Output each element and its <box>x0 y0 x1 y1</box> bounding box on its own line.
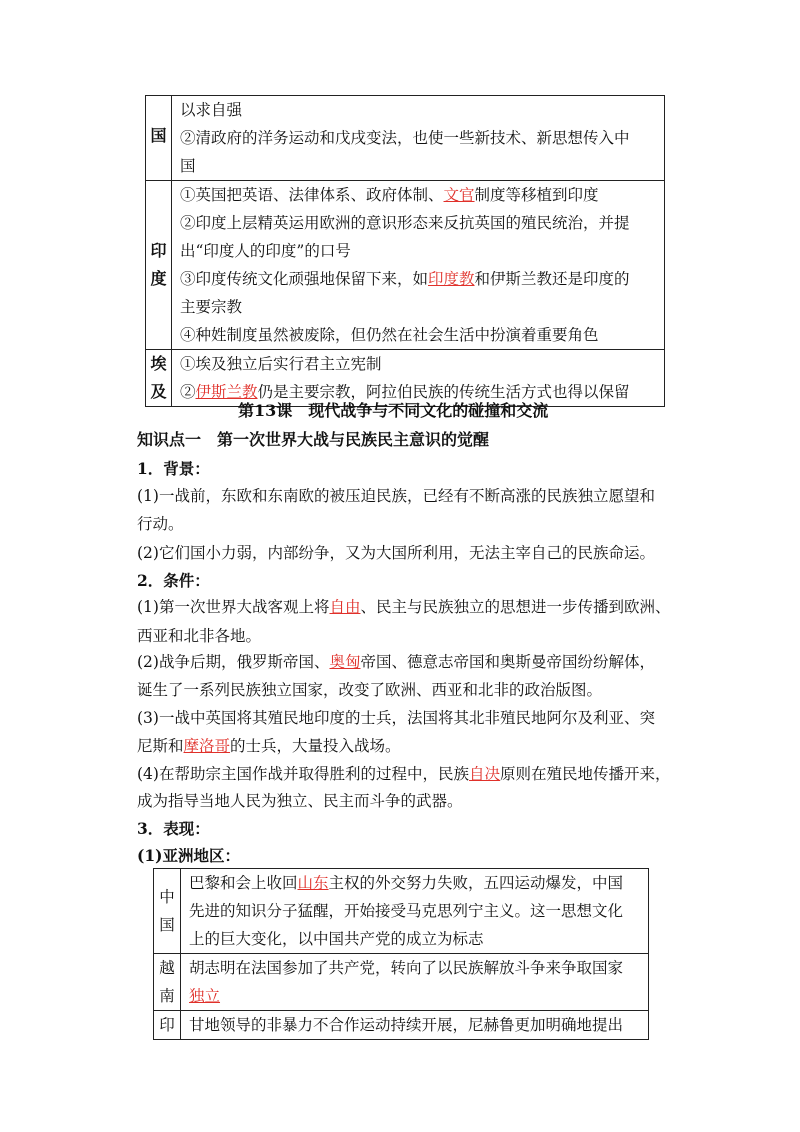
text: 甘地领导的非暴力不合作运动持续开展，尼赫鲁更加明确地提出 <box>189 1016 624 1034</box>
paragraph-line <box>137 539 655 567</box>
highlight-term: 摩洛哥 <box>183 737 231 755</box>
sub-heading <box>137 842 240 870</box>
row-label <box>146 181 172 350</box>
text: ②清政府的洋务运动和戊戌变法，也使一些新技术、新思想传入中 <box>180 129 630 147</box>
highlight-term: 伊斯兰教 <box>195 383 258 401</box>
line <box>180 321 660 349</box>
text: ①英国把英语、法律体系、政府体制、 <box>180 186 444 204</box>
paragraph-line <box>137 510 184 538</box>
text: 3．表现： <box>137 819 210 838</box>
table-row <box>154 1011 649 1040</box>
row-label <box>146 350 172 407</box>
lesson-title: 第13课 现代战争与不同文化的碰撞和交流 <box>238 401 549 420</box>
text: 的士兵，大量投入战场。 <box>230 737 401 755</box>
table-row <box>154 869 649 954</box>
row-content <box>181 869 649 954</box>
text: 西亚和北非各地。 <box>137 627 262 645</box>
text: 成为指导当地人民为独立、民主而斗争的武器。 <box>137 792 463 810</box>
paragraph-line <box>137 622 261 650</box>
text: (3)一战中英国将其殖民地印度的士兵，法国将其北非殖民地阿尔及利亚、突 <box>137 709 655 727</box>
line <box>189 869 644 897</box>
paragraph-line <box>137 704 655 732</box>
row-label <box>154 1011 181 1040</box>
line <box>189 982 644 1010</box>
country-table-top <box>145 95 665 407</box>
text: ④种姓制度虽然被废除，但仍然在社会生活中扮演着重要角色 <box>180 326 599 344</box>
text: 尼斯和 <box>137 737 184 755</box>
text: ①埃及独立后实行君主立宪制 <box>180 355 382 373</box>
row-label-char: 国 <box>159 916 175 934</box>
row-label <box>154 954 181 1011</box>
row-content <box>181 954 649 1011</box>
paragraph-line <box>137 732 401 760</box>
text: 、民主与民族独立的思想进一步传播到欧洲、 <box>360 598 671 616</box>
paragraph-line <box>137 482 655 510</box>
text: 先进的知识分子猛醒，开始接受马克思列宁主义。这一思想文化 <box>189 902 624 920</box>
highlight-term: 自由 <box>329 598 361 616</box>
highlight-term: 山东 <box>297 874 329 892</box>
text: 主要宗教 <box>180 298 243 316</box>
table-row <box>146 96 665 181</box>
line <box>189 1011 644 1039</box>
highlight-term: 印度教 <box>428 270 475 288</box>
text: 仍是主要宗教，阿拉伯民族的传统生活方式也得以保留 <box>257 383 630 401</box>
knowledge-point-heading: 知识点一 第一次世界大战与民族民主意识的觉醒 <box>137 430 490 449</box>
line <box>189 925 644 953</box>
text: (4)在帮助宗主国作战并取得胜利的过程中，民族 <box>137 765 469 783</box>
text: 上的巨大变化，以中国共产党的成立为标志 <box>189 930 484 948</box>
row-label-char: 越 <box>159 959 175 977</box>
text: 和伊斯兰教还是印度的 <box>474 270 630 288</box>
text: (1)亚洲地区： <box>137 846 240 865</box>
row-label-char: 南 <box>159 987 175 1005</box>
text: (1)一战前，东欧和东南欧的被压迫民族，已经有不断高涨的民族独立愿望和 <box>137 487 655 505</box>
text: (1)第一次世界大战客观上将 <box>137 598 330 616</box>
section-heading <box>137 567 210 595</box>
row-content <box>172 181 665 350</box>
text: 诞生了一系列民族独立国家，改变了欧洲、西亚和北非的政治版图。 <box>137 681 603 699</box>
row-label-char: 度 <box>150 269 167 288</box>
row-label-char: 印 <box>150 241 167 260</box>
text: (2)它们国小力弱，内部纷争，又为大国所利用，无法主宰自己的民族命运。 <box>137 544 655 562</box>
line <box>180 209 660 237</box>
asia-region-table <box>153 868 649 1040</box>
text: 国 <box>180 157 196 175</box>
line <box>189 897 644 925</box>
paragraph-line <box>137 760 671 788</box>
table-row <box>146 181 665 350</box>
text: (2)战争后期，俄罗斯帝国、 <box>137 653 330 671</box>
row-label-char: 中 <box>159 888 175 906</box>
row-content <box>172 96 665 181</box>
text: 帝国、德意志帝国和奥斯曼帝国纷纷解体， <box>360 653 655 671</box>
highlight-term: 奥匈 <box>329 653 361 671</box>
line <box>180 181 660 209</box>
section-heading <box>137 815 210 843</box>
text: 巴黎和会上收回 <box>189 874 298 892</box>
text: 行动。 <box>137 515 184 533</box>
row-label-char: 埃 <box>150 354 167 373</box>
table-row <box>154 954 649 1011</box>
paragraph-line <box>137 676 602 704</box>
text: ②印度上层精英运用欧洲的意识形态来反抗英国的殖民统治，并提 <box>180 214 630 232</box>
row-label <box>146 96 172 181</box>
line <box>189 954 644 982</box>
text: 原则在殖民地传播开来， <box>499 765 671 783</box>
line <box>180 293 660 321</box>
line <box>180 96 660 124</box>
row-content <box>181 1011 649 1040</box>
highlight-term: 自决 <box>468 765 500 783</box>
line <box>180 265 660 293</box>
paragraph-line <box>137 787 463 815</box>
text: 出“印度人的印度”的口号 <box>180 242 351 260</box>
highlight-term: 文官 <box>443 186 475 204</box>
row-label-char: 国 <box>150 126 167 145</box>
row-label-char: 印 <box>159 1016 175 1034</box>
highlight-term: 独立 <box>189 987 221 1005</box>
row-label-char: 及 <box>150 382 167 401</box>
paragraph-line <box>137 648 655 676</box>
section-heading <box>137 455 210 483</box>
text: 制度等移植到印度 <box>474 186 599 204</box>
line <box>180 124 660 152</box>
text: 以求自强 <box>180 101 243 119</box>
text: ② <box>180 383 196 401</box>
row-label <box>154 869 181 954</box>
line <box>180 350 660 378</box>
text: 胡志明在法国参加了共产党，转向了以民族解放斗争来争取国家 <box>189 959 624 977</box>
text: ③印度传统文化顽强地保留下来，如 <box>180 270 429 288</box>
text: 2．条件： <box>137 571 210 590</box>
line <box>180 152 660 180</box>
text: 主权的外交努力失败，五四运动爆发，中国 <box>328 874 624 892</box>
text: 1．背景： <box>137 459 210 478</box>
paragraph-line <box>137 593 671 621</box>
line <box>180 237 660 265</box>
